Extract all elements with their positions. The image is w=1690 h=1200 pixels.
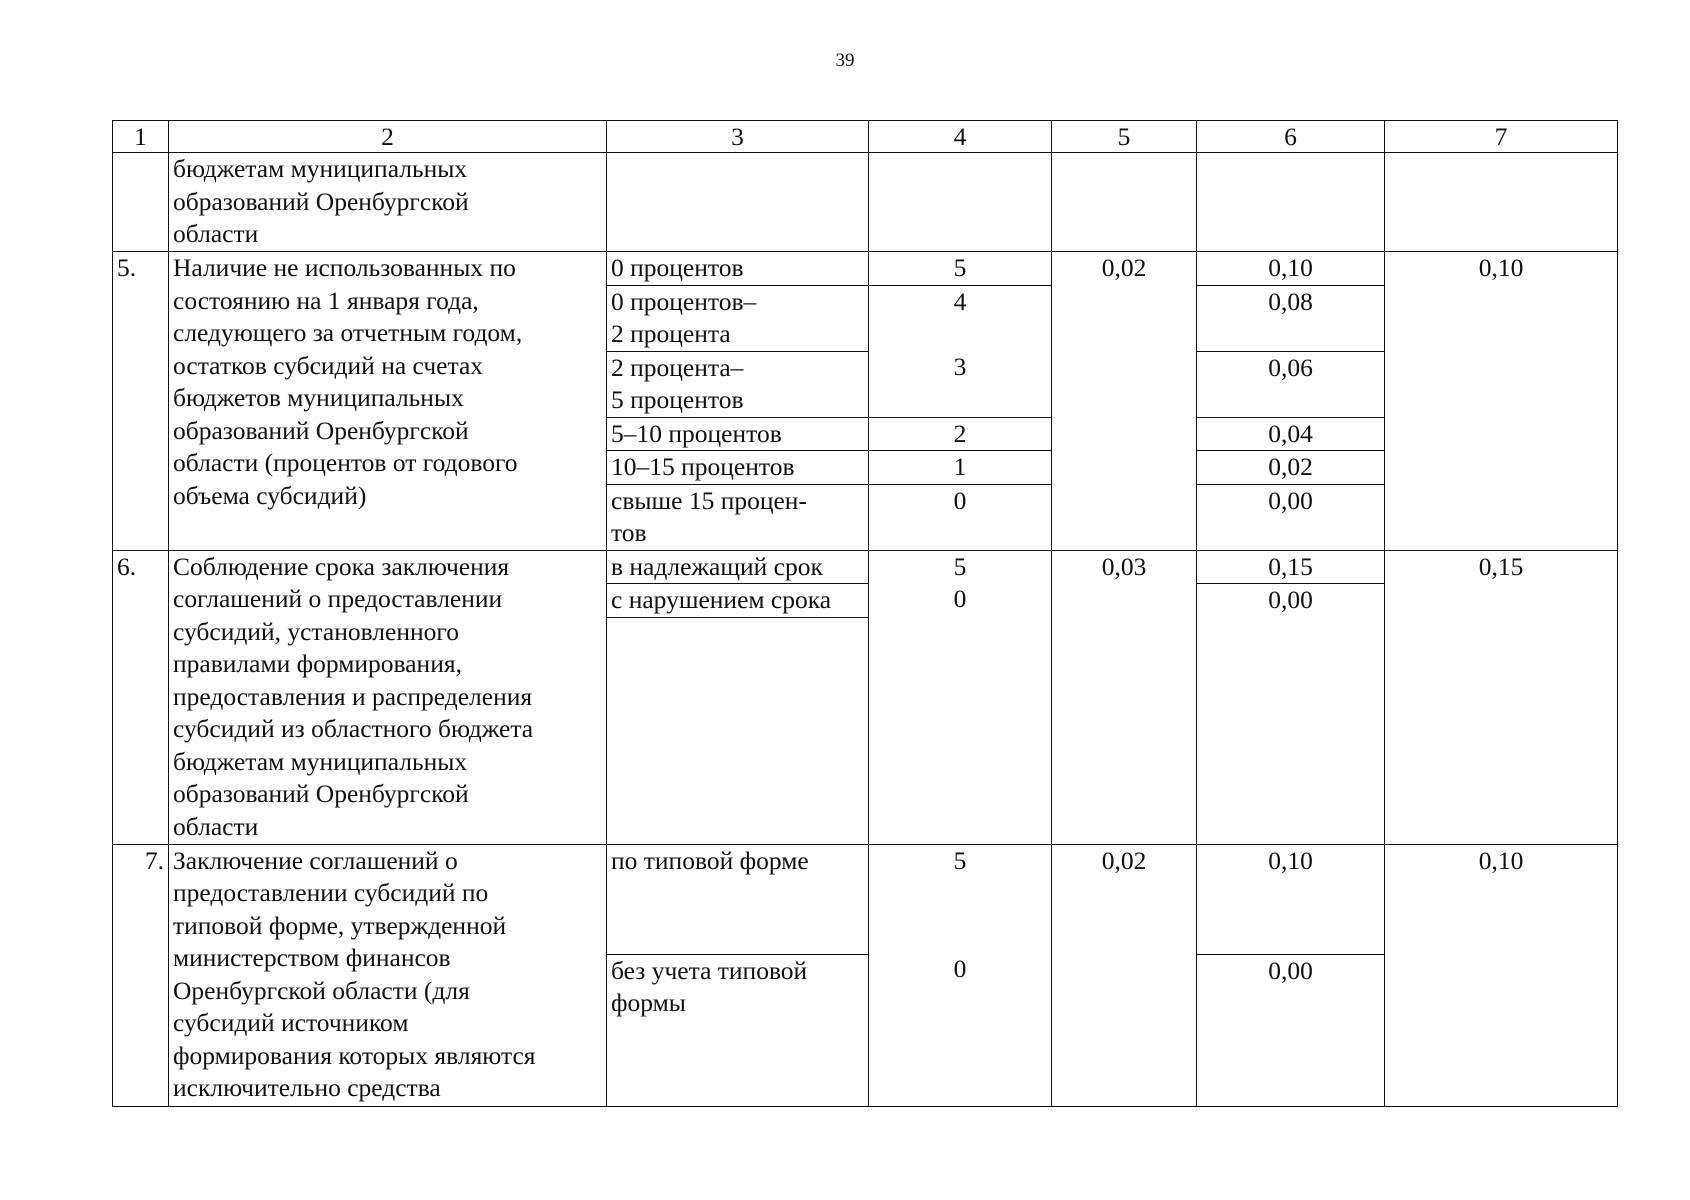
option-points: 5 (953, 845, 967, 875)
row-number (113, 153, 169, 252)
criterion-description (169, 844, 607, 1106)
text-line: 5 процентов (611, 385, 744, 414)
text-line: Заключение соглашений о (173, 845, 458, 875)
option-label (607, 954, 869, 1106)
text-line: 0 процентов– (611, 286, 757, 316)
option-points: 5 (953, 551, 967, 581)
column-header: 5 (1052, 121, 1197, 153)
option-score: 0,10 (1197, 252, 1385, 286)
row-number: 7. (113, 844, 169, 1106)
text-line: бюджетов муниципальных (173, 383, 464, 412)
header-row (113, 121, 1618, 153)
option-score: 0,00 (1197, 954, 1385, 1106)
text-line: тов (611, 518, 647, 547)
text-line: формы (611, 988, 686, 1017)
criterion-weight: 0,03 (1052, 550, 1197, 844)
text-line: состоянию на 1 января года, (173, 285, 479, 315)
option-label: с нарушением срока (607, 584, 869, 618)
option-label (607, 484, 869, 550)
text-line: области (процентов от годового (173, 448, 518, 477)
text-line: субсидий, установленного (173, 616, 459, 646)
criterion-max-score: 0,15 (1385, 550, 1618, 844)
text-line: свыше 15 процен- (611, 485, 807, 515)
text-line: образований Оренбургской (173, 779, 469, 808)
text-line: без учета типовой (611, 955, 808, 985)
table-row (113, 844, 1618, 954)
criterion-description (169, 550, 607, 844)
text-line: следующего за отчетным годом, (173, 318, 523, 347)
column-header: 2 (169, 121, 607, 153)
option-score: 0,00 (1197, 484, 1385, 550)
text-line: формирования которых являются (173, 1040, 536, 1070)
text-line: субсидий из областного бюджета (173, 714, 534, 743)
text-line: остатков субсидий на счетах (173, 350, 484, 380)
text-line: исключительно средства (173, 1073, 441, 1102)
criterion-description (169, 252, 607, 551)
text-line: области (173, 219, 259, 248)
option-score: 0,15 (1197, 550, 1385, 584)
text-line: образований Оренбургской (173, 186, 469, 216)
table-row (113, 550, 1618, 584)
option-points-cell (869, 550, 1052, 844)
option-points: 0 (953, 954, 967, 983)
option-score: 0,04 (1197, 417, 1385, 451)
criteria-table (112, 120, 1618, 1107)
text-line: Наличие не использованных по (173, 253, 516, 282)
option-points: 2 (869, 417, 1052, 451)
option-label (607, 285, 869, 351)
text-line: образований Оренбургской (173, 415, 469, 445)
text-line: субсидий источником (173, 1008, 409, 1037)
text-line: соглашений о предоставлении (173, 584, 503, 613)
option-points: 4 (869, 285, 1052, 351)
column-header: 6 (1197, 121, 1385, 153)
text-line: 2 процента– (611, 352, 744, 382)
column-header: 1 (113, 121, 169, 153)
option-points: 3 (869, 351, 1052, 417)
text-line: области (173, 811, 259, 841)
text-line: правилами формирования, (173, 649, 462, 678)
table-row (113, 153, 1618, 252)
option-score: 0,06 (1197, 351, 1385, 417)
option-score: 0,00 (1197, 584, 1385, 845)
option-label: в надлежащий срок (607, 550, 869, 584)
text-line: бюджетам муниципальных (173, 154, 468, 183)
option-points-cell (869, 844, 1052, 1106)
option-score: 0,02 (1197, 451, 1385, 485)
option-points: 5 (869, 252, 1052, 286)
text-line: предоставлении субсидий по (173, 878, 489, 907)
option-score: 0,08 (1197, 285, 1385, 351)
option-points: 0 (869, 484, 1052, 550)
text-line: бюджетам муниципальных (173, 746, 468, 776)
criterion-weight: 0,02 (1052, 252, 1197, 551)
text-line: Оренбургской области (для (173, 975, 470, 1005)
option-score: 0,10 (1197, 844, 1385, 954)
text-line: объема субсидий) (173, 480, 367, 510)
page-number: 39 (835, 50, 855, 71)
criterion-max-score: 0,10 (1385, 252, 1618, 551)
text-line: Соблюдение срока заключения (173, 551, 510, 581)
criterion-weight: 0,02 (1052, 844, 1197, 1106)
column-header: 7 (1385, 121, 1618, 153)
text-line: предоставления и распределения (173, 681, 533, 711)
option-points: 1 (869, 451, 1052, 485)
option-points: 0 (953, 584, 967, 613)
option-label: 5–10 процентов (607, 417, 869, 451)
text-line: 2 процента (611, 319, 731, 348)
criterion-max-score: 0,10 (1385, 844, 1618, 1106)
option-label: по типовой форме (607, 844, 869, 954)
option-label: 10–15 процентов (607, 451, 869, 485)
column-header: 3 (607, 121, 869, 153)
row-number: 6. (113, 550, 169, 844)
option-label (607, 351, 869, 417)
option-label: 0 процентов (607, 252, 869, 286)
criterion-description (169, 153, 607, 252)
text-line: министерством финансов (173, 943, 451, 972)
row-number: 5. (113, 252, 169, 551)
table-row (113, 252, 1618, 286)
column-header: 4 (869, 121, 1052, 153)
text-line: типовой форме, утвержденной (173, 910, 507, 940)
